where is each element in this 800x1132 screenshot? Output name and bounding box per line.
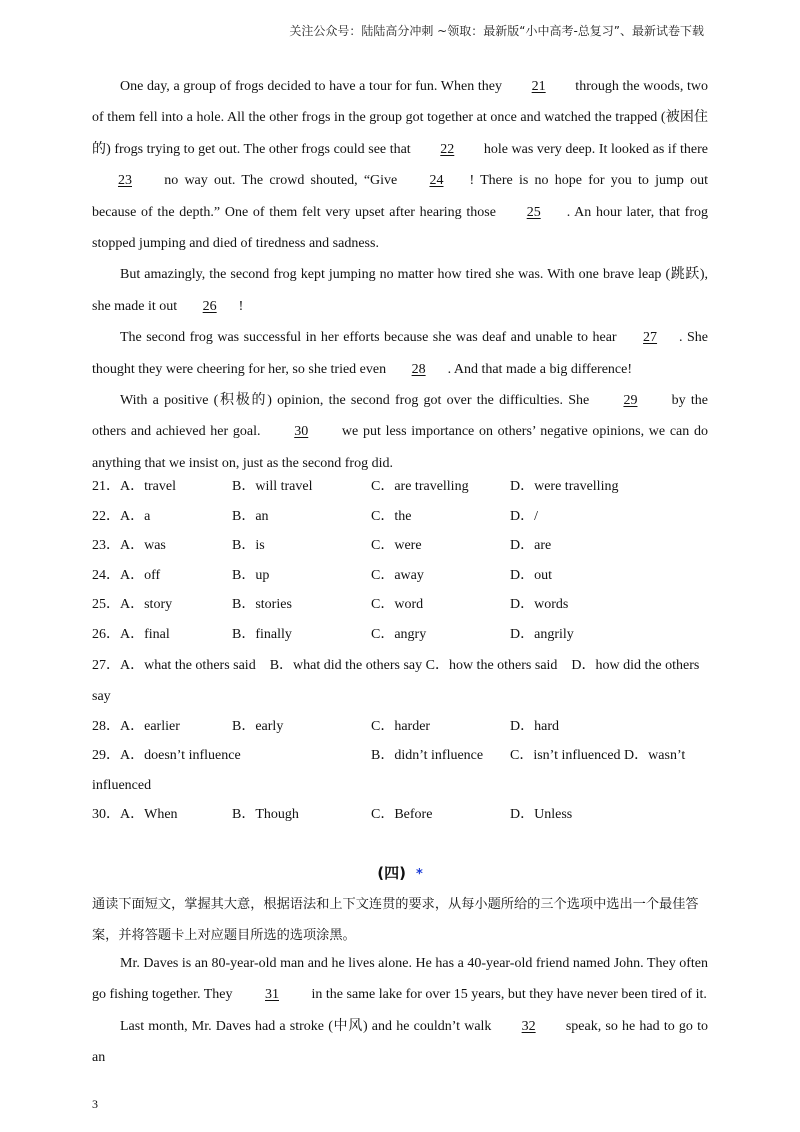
option-b: B．didn’t influence bbox=[371, 748, 484, 764]
option-c: C．Before bbox=[371, 807, 433, 823]
blank-21: 21 bbox=[531, 79, 546, 94]
paragraph-2 bbox=[92, 1011, 708, 1074]
instructions: 通读下面短文，掌握其大意，根据语法和上下文连贯的要求，从每小题所给的三个选项中选出一个最佳答案，并将答题卡上对应题目所选的选项涂黑。 bbox=[92, 897, 699, 943]
option-d: D．Unless bbox=[510, 807, 573, 823]
option-c: C．away bbox=[371, 567, 424, 583]
question-26 bbox=[92, 620, 712, 650]
option-a: 26．A．final bbox=[92, 626, 170, 642]
text: through the woods, two of them fell into a hole. All the other frogs in the group got together at once and watched the trapped (被困住的) frogs trying to get out. The other frogs could see that bbox=[92, 79, 708, 157]
option-tail: influenced bbox=[92, 777, 152, 793]
option-a: 21．A．travel bbox=[92, 479, 176, 494]
option-c: C．word bbox=[371, 597, 424, 613]
option-c: C．the bbox=[371, 508, 412, 524]
option-d: D．words bbox=[510, 597, 569, 613]
option-d: D．out bbox=[510, 567, 552, 583]
question-28 bbox=[92, 712, 712, 742]
blank-30: 30 bbox=[294, 424, 309, 440]
option-c: C．angry bbox=[371, 626, 427, 642]
text: . And that made a big difference! bbox=[447, 361, 633, 377]
text: But amazingly, the second frog kept jumping no matter how tired she was. With one brave leap (跳跃), she made it out bbox=[92, 267, 708, 314]
paragraph-2 bbox=[92, 259, 708, 322]
text: ! bbox=[238, 298, 244, 314]
text: One day, a group of frogs decided to have a tour for fun. When they bbox=[120, 79, 506, 94]
question-27 bbox=[92, 650, 712, 712]
question-24 bbox=[92, 561, 712, 591]
option-c: C．harder bbox=[371, 718, 431, 734]
text: in the same lake for over 15 years, but they have never been tired of it. bbox=[308, 987, 707, 1003]
option-c: C．were bbox=[371, 538, 422, 554]
blank-31: 31 bbox=[265, 987, 279, 1003]
blank-24: 24 bbox=[429, 173, 444, 189]
blank-22: 22 bbox=[440, 141, 455, 157]
options-text: 27．A．what the others said B．what did the others say C．how the others said D．how did the others say bbox=[92, 657, 700, 704]
blank-23: 23 bbox=[118, 173, 132, 189]
option-b: B．up bbox=[232, 567, 270, 583]
option-b: B．is bbox=[232, 538, 265, 554]
option-a: 25．A．story bbox=[92, 597, 173, 613]
option-a: 28．A．earlier bbox=[92, 718, 180, 734]
section-title bbox=[0, 862, 800, 883]
section-number: (四) bbox=[377, 864, 406, 882]
star-icon: * bbox=[415, 867, 423, 882]
option-a: 22．A．a bbox=[92, 508, 151, 524]
question-29-wrap bbox=[92, 771, 712, 801]
text: we put less importance on others’ negative opinions, we can do anything that we insist on, just as the second frog did. bbox=[92, 424, 708, 471]
blank-26: 26 bbox=[202, 298, 217, 314]
option-b: B．stories bbox=[232, 597, 292, 613]
text: by the others and achieved her goal. bbox=[92, 393, 709, 440]
paragraph-4 bbox=[92, 385, 708, 479]
question-30 bbox=[92, 800, 712, 830]
question-29 bbox=[92, 741, 712, 771]
option-a: 23．A．was bbox=[92, 538, 166, 554]
page-number: 3 bbox=[92, 1097, 98, 1111]
option-a: 24．A．off bbox=[92, 567, 161, 583]
text: speak, so he had to go to an bbox=[92, 1018, 709, 1066]
option-d: D．were travelling bbox=[510, 479, 619, 494]
question-22 bbox=[92, 502, 712, 532]
option-cd: C．isn’t influenced D．wasn’t bbox=[510, 748, 686, 764]
option-d: D．angrily bbox=[510, 626, 574, 642]
question-25 bbox=[92, 590, 712, 620]
blank-25: 25 bbox=[526, 204, 541, 220]
option-b: B．an bbox=[232, 508, 269, 524]
text: Mr. Daves is an 80-year-old man and he lives alone. He has a 40-year-old friend named John. They often go fishing together. They bbox=[92, 956, 708, 1003]
blank-27: 27 bbox=[643, 330, 658, 346]
paragraph-1 bbox=[92, 948, 708, 1011]
text: . An hour later, that frog stopped jumping and died of tiredness and sadness. bbox=[92, 204, 708, 252]
text: hole was very deep. It looked as if there bbox=[480, 141, 708, 157]
option-b: B．will travel bbox=[232, 479, 313, 494]
text: The second frog was successful in her efforts because she was deaf and unable to hear bbox=[120, 330, 622, 346]
text: no way out. The crowd shouted, “Give bbox=[158, 173, 404, 189]
paragraph-3 bbox=[92, 322, 708, 385]
option-b: B．early bbox=[232, 718, 284, 734]
text: Last month, Mr. Daves had a stroke (中风) and he couldn’t walk bbox=[120, 1018, 496, 1034]
question-21 bbox=[92, 472, 712, 502]
option-d: D．/ bbox=[510, 508, 538, 524]
passage-frogs bbox=[92, 71, 708, 479]
option-a: 29．A．doesn’t influence bbox=[92, 748, 241, 764]
text: With a positive (积极的) opinion, the second frog got over the difficulties. She bbox=[120, 393, 595, 409]
passage-mr-daves bbox=[92, 948, 708, 1074]
text: . She thought they were cheering for her, so she tried even bbox=[92, 330, 709, 377]
page-header: 关注公众号：陆陆高分冲刺 ~领取：最新版“小中高考-总复习”、最新试卷下载 bbox=[289, 24, 704, 38]
options-list bbox=[92, 472, 712, 830]
option-b: B．finally bbox=[232, 626, 292, 642]
option-d: D．hard bbox=[510, 718, 559, 734]
paragraph-1 bbox=[92, 71, 708, 259]
option-b: B．Though bbox=[232, 807, 299, 823]
blank-29: 29 bbox=[623, 393, 638, 409]
question-23 bbox=[92, 531, 712, 561]
text: ! There is no hope for you to jump out because of the depth.” One of them felt very upset after hearing those bbox=[92, 173, 708, 220]
blank-28: 28 bbox=[411, 361, 426, 377]
option-c: C．are travelling bbox=[371, 479, 469, 494]
option-a: 30．A．When bbox=[92, 807, 178, 823]
option-d: D．are bbox=[510, 538, 552, 554]
blank-32: 32 bbox=[521, 1018, 536, 1034]
